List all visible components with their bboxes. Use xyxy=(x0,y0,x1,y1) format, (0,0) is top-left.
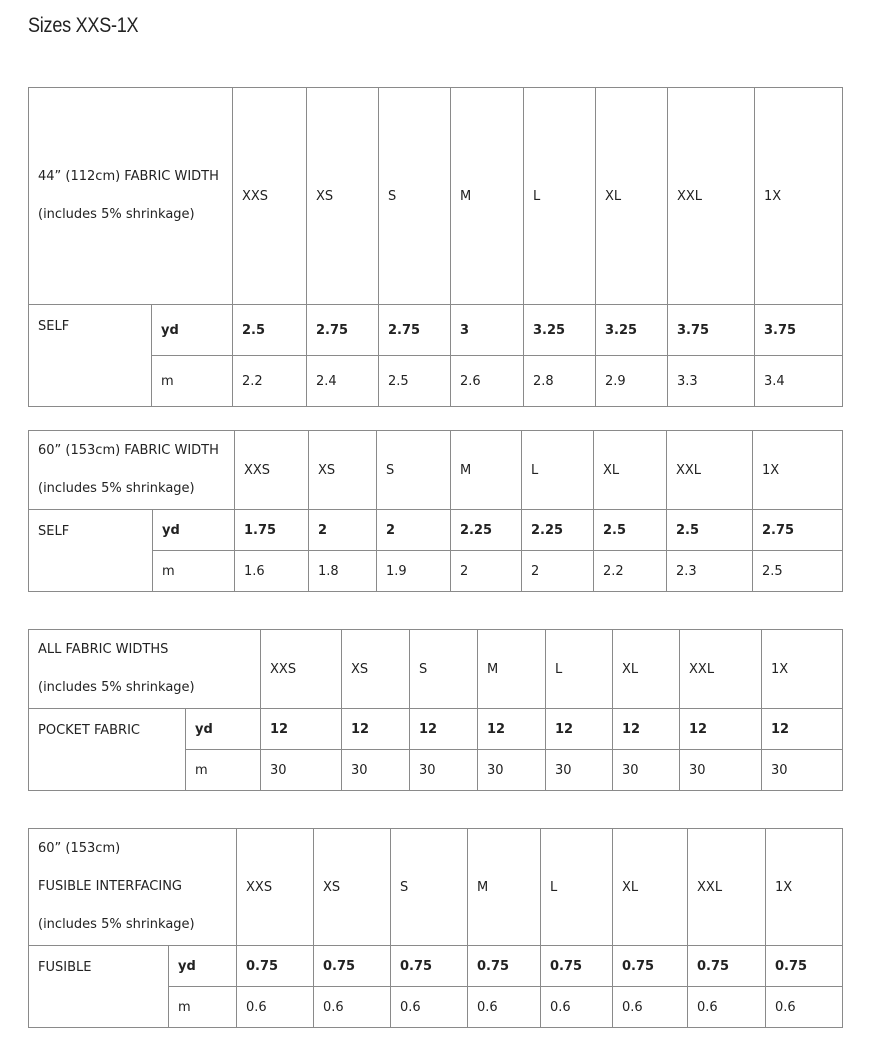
unit-label: m xyxy=(186,750,261,791)
meters-cell: 2.6 xyxy=(451,356,524,407)
meters-cell: 0.6 xyxy=(541,987,613,1028)
yardage-cell: 2.5 xyxy=(233,305,307,356)
yardage-cell: 2 xyxy=(309,510,377,551)
yardage-cell: 0.75 xyxy=(237,946,314,987)
size-header: S xyxy=(410,630,478,709)
yardage-cell: 0.75 xyxy=(613,946,688,987)
yardage-cell: 0.75 xyxy=(766,946,843,987)
size-header: XL xyxy=(613,829,688,946)
meters-row xyxy=(29,356,843,407)
yardage-cell: 3 xyxy=(451,305,524,356)
size-header: M xyxy=(468,829,541,946)
unit-label: m xyxy=(152,356,233,407)
size-header: XXS xyxy=(235,431,309,510)
size-header-row xyxy=(29,630,843,709)
size-header: L xyxy=(541,829,613,946)
size-header: S xyxy=(379,88,451,305)
yardage-cell: 2 xyxy=(377,510,451,551)
meters-cell: 0.6 xyxy=(688,987,766,1028)
meters-cell: 30 xyxy=(478,750,546,791)
fabric-label: FUSIBLE xyxy=(29,946,169,1028)
yardage-cell: 12 xyxy=(762,709,843,750)
meters-cell: 0.6 xyxy=(314,987,391,1028)
all-fabric-widths-table xyxy=(28,629,843,791)
meters-cell: 30 xyxy=(261,750,342,791)
yardage-cell: 3.25 xyxy=(596,305,668,356)
meters-cell: 2.2 xyxy=(594,551,667,592)
meters-cell: 2 xyxy=(522,551,594,592)
table-title-cell xyxy=(29,829,237,946)
meters-cell: 2.4 xyxy=(307,356,379,407)
yardage-cell: 2.25 xyxy=(522,510,594,551)
size-header: XXS xyxy=(261,630,342,709)
size-header: S xyxy=(377,431,451,510)
meters-cell: 1.9 xyxy=(377,551,451,592)
size-header: XXL xyxy=(668,88,755,305)
fabric-44-width-table xyxy=(28,87,843,407)
meters-cell: 2 xyxy=(451,551,522,592)
size-header: 1X xyxy=(762,630,843,709)
yardage-cell: 12 xyxy=(261,709,342,750)
size-header: 1X xyxy=(753,431,843,510)
table-subtitle: (includes 5% shrinkage) xyxy=(38,207,195,222)
size-header: XL xyxy=(594,431,667,510)
size-header: L xyxy=(546,630,613,709)
meters-cell: 30 xyxy=(613,750,680,791)
size-header: L xyxy=(524,88,596,305)
unit-label: yd xyxy=(152,305,233,356)
yardage-cell: 0.75 xyxy=(468,946,541,987)
yardage-cell: 3.75 xyxy=(668,305,755,356)
meters-cell: 2.5 xyxy=(379,356,451,407)
meters-cell: 2.9 xyxy=(596,356,668,407)
meters-cell: 0.6 xyxy=(237,987,314,1028)
meters-cell: 0.6 xyxy=(613,987,688,1028)
size-header: L xyxy=(522,431,594,510)
table-title: 60” (153cm) xyxy=(38,841,121,856)
size-header: M xyxy=(451,431,522,510)
yardage-cell: 0.75 xyxy=(541,946,613,987)
meters-cell: 0.6 xyxy=(766,987,843,1028)
table-title-cell xyxy=(29,630,261,709)
yardage-row xyxy=(29,946,843,987)
size-header-row xyxy=(29,88,843,305)
table-subtitle: (includes 5% shrinkage) xyxy=(38,680,195,695)
unit-label: yd xyxy=(153,510,235,551)
meters-cell: 1.8 xyxy=(309,551,377,592)
unit-label: yd xyxy=(169,946,237,987)
meters-cell: 30 xyxy=(680,750,762,791)
meters-cell: 3.3 xyxy=(668,356,755,407)
yardage-cell: 0.75 xyxy=(391,946,468,987)
table-title-cell xyxy=(29,431,235,510)
yardage-cell: 2.25 xyxy=(451,510,522,551)
meters-cell: 30 xyxy=(342,750,410,791)
yardage-cell: 2.75 xyxy=(379,305,451,356)
yardage-cell: 12 xyxy=(546,709,613,750)
size-header: XL xyxy=(596,88,668,305)
meters-cell: 3.4 xyxy=(755,356,843,407)
table-title: 44” (112cm) FABRIC WIDTH xyxy=(38,169,219,184)
page-title: Sizes XXS-1X xyxy=(28,14,139,37)
yardage-cell: 2.75 xyxy=(307,305,379,356)
size-header: 1X xyxy=(755,88,843,305)
meters-cell: 2.3 xyxy=(667,551,753,592)
size-header-row xyxy=(29,829,843,946)
meters-cell: 0.6 xyxy=(391,987,468,1028)
meters-cell: 30 xyxy=(410,750,478,791)
size-header: XXS xyxy=(233,88,307,305)
size-header-row xyxy=(29,431,843,510)
yardage-cell: 12 xyxy=(410,709,478,750)
size-header: M xyxy=(478,630,546,709)
fabric-label: SELF xyxy=(29,305,152,407)
yardage-cell: 0.75 xyxy=(688,946,766,987)
yardage-cell: 3.25 xyxy=(524,305,596,356)
meters-cell: 2.5 xyxy=(753,551,843,592)
size-header: XS xyxy=(307,88,379,305)
table-title-cell xyxy=(29,88,233,305)
size-header: XXL xyxy=(667,431,753,510)
size-header: XS xyxy=(314,829,391,946)
yardage-cell: 12 xyxy=(613,709,680,750)
size-header: S xyxy=(391,829,468,946)
size-header: M xyxy=(451,88,524,305)
fabric-label: POCKET FABRIC xyxy=(29,709,186,791)
size-header: 1X xyxy=(766,829,843,946)
size-header: XXL xyxy=(688,829,766,946)
size-header: XS xyxy=(342,630,410,709)
size-header: XL xyxy=(613,630,680,709)
yardage-cell: 2.75 xyxy=(753,510,843,551)
meters-cell: 0.6 xyxy=(468,987,541,1028)
table-title: ALL FABRIC WIDTHS xyxy=(38,642,169,657)
yardage-row xyxy=(29,305,843,356)
table-subtitle: (includes 5% shrinkage) xyxy=(38,917,195,932)
fusible-interfacing-table xyxy=(28,828,843,1028)
table-subtitle: (includes 5% shrinkage) xyxy=(38,481,195,496)
yardage-cell: 12 xyxy=(680,709,762,750)
unit-label: m xyxy=(169,987,237,1028)
yardage-row xyxy=(29,709,843,750)
yardage-row xyxy=(29,510,843,551)
table-title-second-line: FUSIBLE INTERFACING xyxy=(38,879,182,894)
size-header: XXS xyxy=(237,829,314,946)
table-title: 60” (153cm) FABRIC WIDTH xyxy=(38,443,219,458)
yardage-cell: 12 xyxy=(478,709,546,750)
yardage-cell: 2.5 xyxy=(667,510,753,551)
meters-cell: 30 xyxy=(546,750,613,791)
meters-cell: 1.6 xyxy=(235,551,309,592)
meters-cell: 2.2 xyxy=(233,356,307,407)
unit-label: yd xyxy=(186,709,261,750)
yardage-cell: 3.75 xyxy=(755,305,843,356)
meters-cell: 2.8 xyxy=(524,356,596,407)
unit-label: m xyxy=(153,551,235,592)
fabric-label: SELF xyxy=(29,510,153,592)
yardage-cell: 12 xyxy=(342,709,410,750)
yardage-cell: 2.5 xyxy=(594,510,667,551)
size-header: XS xyxy=(309,431,377,510)
yardage-cell: 0.75 xyxy=(314,946,391,987)
fabric-60-width-table xyxy=(28,430,843,592)
meters-cell: 30 xyxy=(762,750,843,791)
yardage-cell: 1.75 xyxy=(235,510,309,551)
size-header: XXL xyxy=(680,630,762,709)
